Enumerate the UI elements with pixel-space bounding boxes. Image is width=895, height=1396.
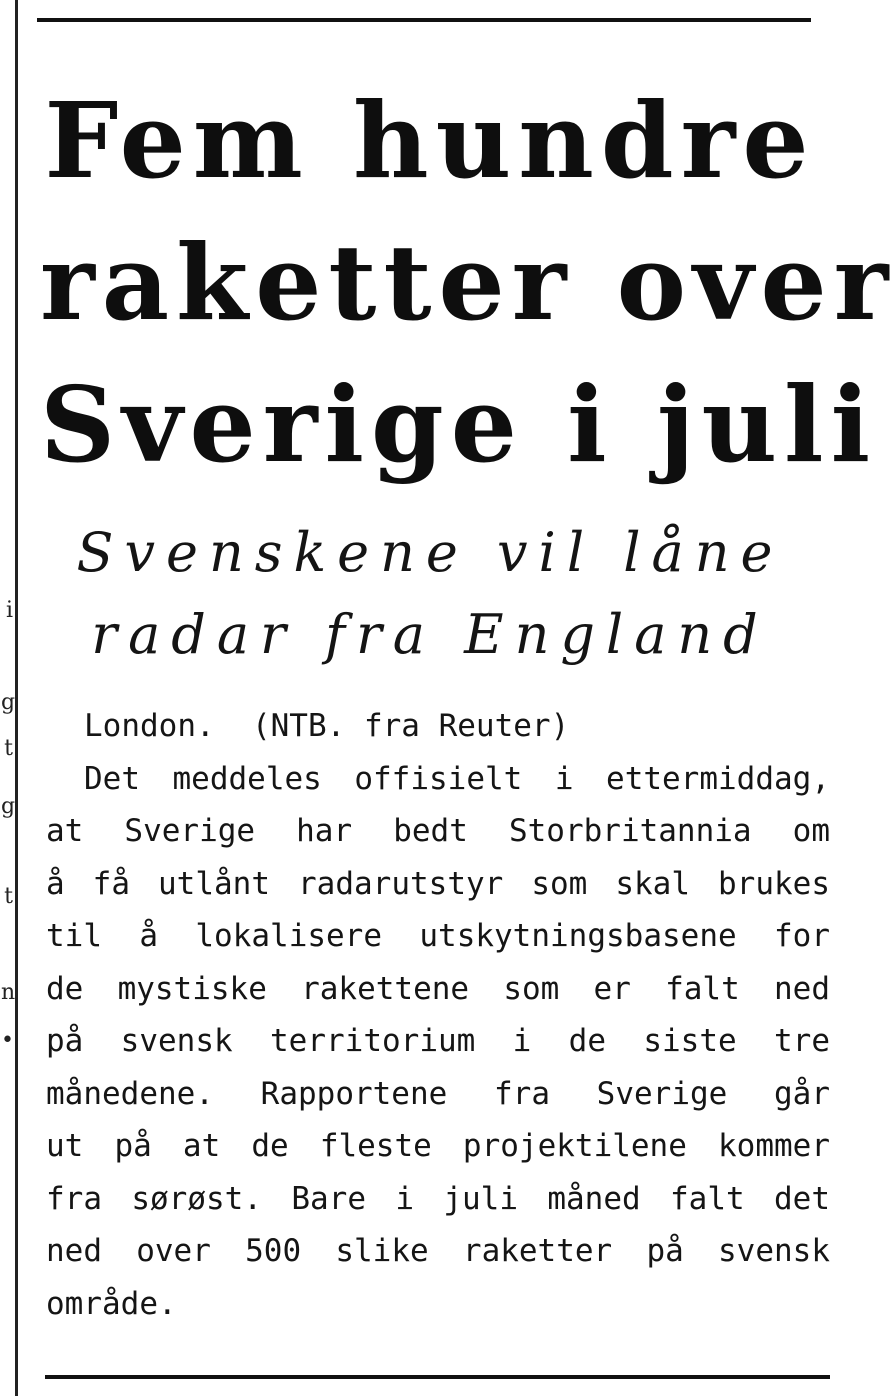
adjacent-column-fragment: g (1, 794, 16, 819)
adjacent-column-fragment: n (1, 980, 16, 1005)
headline-line: raketter over (40, 221, 895, 344)
body-line: på svensk territorium i de siste tre (46, 1023, 830, 1059)
subheadline-line: radar fra England (91, 603, 769, 666)
adjacent-column-fragment: • (1, 1028, 14, 1053)
body-line: område. (46, 1285, 177, 1322)
headline (40, 70, 895, 496)
body-line: ut på at de fleste projektilene kommer (46, 1128, 830, 1164)
adjacent-column-fragment: t (4, 884, 13, 909)
bottom-rule (45, 1375, 830, 1379)
adjacent-column-fragment: g (1, 690, 16, 715)
headline-line: Sverige i juli (40, 363, 878, 486)
article-body (46, 700, 830, 1330)
body-line: til å lokalisere utskytningsbasene for (46, 918, 830, 954)
adjacent-column-fragment: t (4, 736, 13, 761)
body-line: Det meddeles offisielt i ettermiddag, (84, 760, 830, 797)
dateline: London. (NTB. fra Reuter) (84, 708, 570, 744)
subheadline-line: Svenskene vil låne (76, 521, 784, 584)
adjacent-column-fragments (0, 0, 14, 1396)
body-line: å få utlånt radarutstyr som skal brukes (46, 865, 830, 902)
body-line: fra sørøst. Bare i juli måned falt det (46, 1180, 830, 1217)
column-divider (15, 0, 18, 1396)
top-rule (37, 18, 811, 22)
body-line: de mystiske rakettene som er falt ned (46, 970, 830, 1007)
body-line: at Sverige har bedt Storbritannia om (46, 813, 830, 849)
headline-line: Fem hundre (44, 79, 816, 202)
adjacent-column-fragment: i (5, 598, 13, 623)
body-line: ned over 500 slike raketter på svensk (46, 1233, 830, 1269)
subheadline (40, 512, 820, 676)
body-line: månedene. Rapportene fra Sverige går (46, 1075, 830, 1112)
